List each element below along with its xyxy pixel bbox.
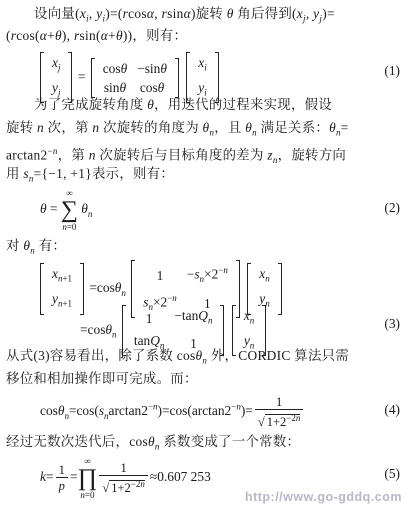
- text-line-p4-2: 移位和相加操作即可完成。而：: [6, 371, 198, 386]
- eq1-rhs-vector: $x_i$ $y_i$: [186, 52, 218, 103]
- eq1-rotation-matrix: cosθ −sinθ sinθ cosθ: [91, 58, 179, 98]
- equation-4: $\cos\theta_n=\cos(s_n\arctan 2^{-n})=\cos(\arctan 2^{-n})=$ $\frac{1}{√ 1+2^{-2n}}$: [40, 394, 305, 430]
- text-line-p2-4: 用 $s_n=\{-1$, +1}表示，则有：: [6, 166, 175, 184]
- equation-3-row-2: =cosθ$_n$ 1 −tanQ$_n$ tanQ$_n$ 1 $x_n$ $y_n$: [80, 305, 268, 356]
- eq1-lhs-vector: $x_j$ $y_j$: [40, 52, 72, 103]
- eq4-fraction: $\frac{1}{√ 1+2^{-2n}}$: [255, 394, 304, 430]
- product-operator: ∞ ∏ n=0: [77, 456, 98, 500]
- text-line-p4-1: 从式(3)容易看出，除了系数 cosθ$_n$ 外，CORDIC 算法只需: [6, 348, 350, 366]
- eq5-fraction: $\frac{1}{√ 1+2^{-2n}}$: [99, 460, 148, 496]
- eq3-shift-matrix: 1 $-s_n\times 2^{-n}$ $s_n\times 2^{-n}$ 1: [131, 260, 240, 318]
- eq3-rhs-vector-1: $x_n$ $y_n$: [247, 263, 281, 314]
- equation-number-2: (2): [384, 200, 400, 215]
- equation-number-4: (4): [384, 402, 400, 417]
- equation-2: θ = ∞ ∑ n=0 $\theta_n$: [40, 188, 93, 232]
- equation-number-5: (5): [384, 466, 400, 481]
- eq3-lhs-vector: $x_{n+1}$ $y_{n+1}$: [40, 263, 84, 314]
- equation-5: k= $\frac{1}{p}$ = ∞ ∏ n=0 $\frac{1}{√ 1+2^{-2n}}$ ≈0.607 253: [40, 456, 211, 500]
- equation-number-1: (1): [384, 63, 400, 78]
- text-line-p2-3: $\arctan 2^{-n}$，第 n 次旋转后与目标角度的差为 $z_n$，旋转方向: [6, 146, 347, 166]
- equation-number-3: (3): [384, 316, 400, 331]
- text-line-p1-2: (rcos(α+θ), rsin(α+θ))，则有：: [6, 28, 188, 43]
- sum-operator: ∞ ∑ n=0: [60, 188, 78, 232]
- watermark-url: http://www.go-gddq.com: [244, 490, 402, 504]
- eq5-fraction-1-over-p: $\frac{1}{p}$: [56, 462, 69, 494]
- eq3-rhs-vector-2: $x_n$ $y_n$: [232, 305, 266, 356]
- eq3-tan-matrix: 1 −tanQ$_n$ tanQ$_n$ 1: [122, 305, 225, 356]
- text-line-p1-1: 设向量($x_i$, $y_i)=(rcos\alpha$, rsinα)旋转 θ 角后得到($x_j$, $y_j)=$: [34, 6, 335, 24]
- text-line-p2-2: 旋转 n 次，第 n 次旋转的角度为 $\theta_n$，且 $\theta_n$ 满足关系：$\theta_n=$: [6, 120, 349, 138]
- equation-1: $x_j$ $y_j$ = cosθ −sinθ sinθ cosθ $x_i$ $y_i$: [38, 52, 221, 103]
- text-line-p3-1: 对 $\theta_n$ 有：: [6, 238, 67, 256]
- text-line-p5-1: 经过无数次迭代后，cosθ$_n$ 系数变成了一个常数：: [6, 434, 301, 452]
- text-line-p2-1: 为了完成旋转角度 θ，用迭代的过程来实现，假设: [34, 97, 333, 112]
- equation-3-row-1: $x_{n+1}$ $y_{n+1}$ =cosθ$_n$ 1 $-s_n\times 2^{-n}$ $s_n\times 2^{-n}$ 1 $x_n$ $y_n$: [38, 260, 284, 318]
